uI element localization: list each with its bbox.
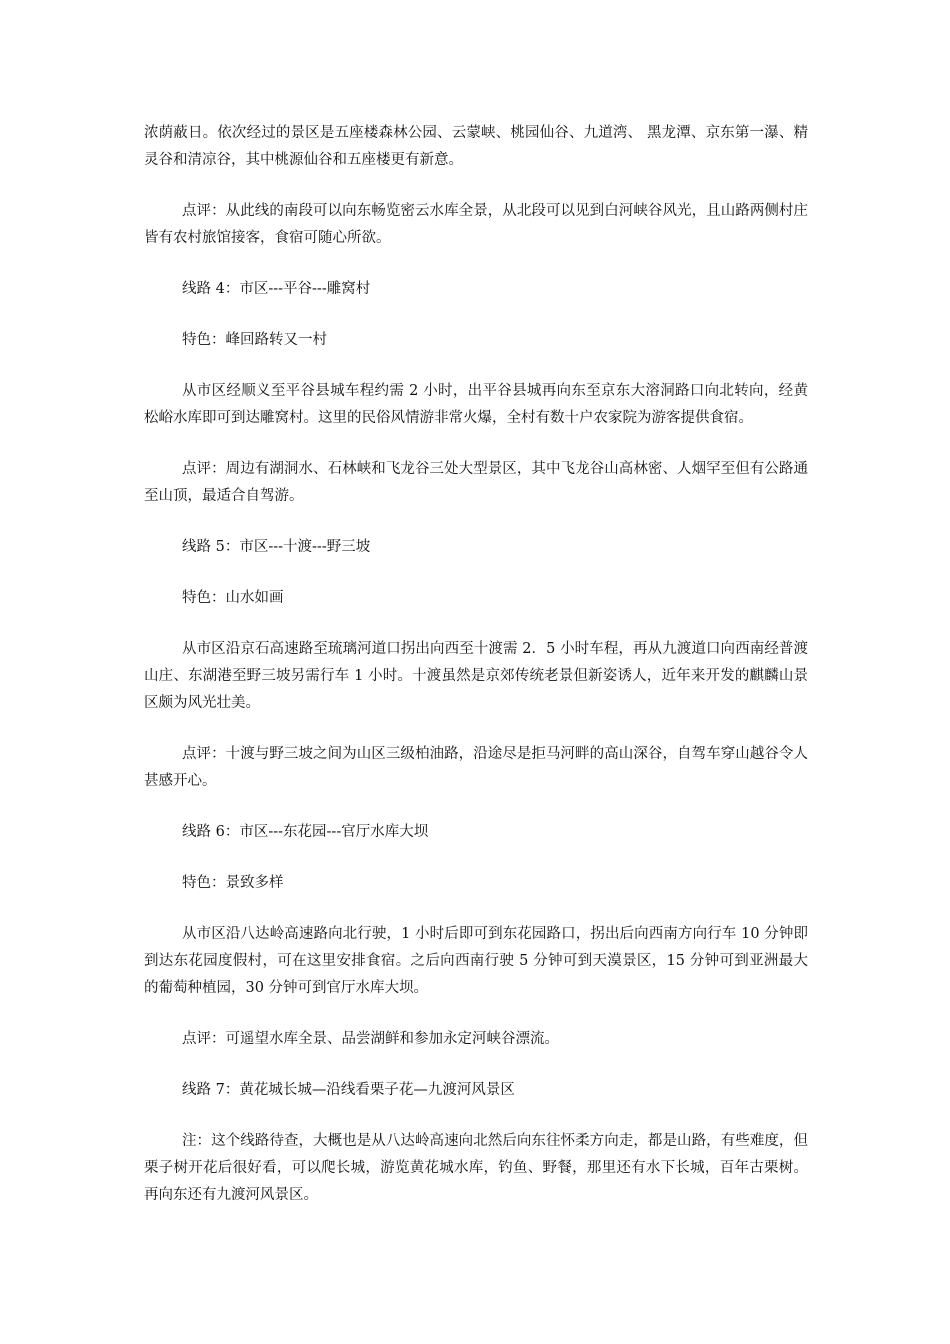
feature-route-5: 特色：山水如画 <box>182 590 284 606</box>
paragraph-review-route-3: 点评：从此线的南段可以向东畅览密云水库全景，从北段可以见到白河峡谷风光，且山路两侧村庄皆有农村旅馆接客，食宿可随心所欲。 <box>144 203 808 246</box>
heading-route-4: 线路 4：市区---平谷---雕窝村 <box>182 281 371 297</box>
note-route-7: 注：这个线路待查，大概也是从八达岭高速向北然后向东往怀柔方向走，都是山路，有些难度，但栗子树开花后很好看，可以爬长城，游览黄花城水库，钓鱼、野餐，那里还有水下长城，百年古栗树。再向东还有九渡河风景区。 <box>144 1133 808 1203</box>
feature-route-4: 特色：峰回路转又一村 <box>182 332 327 348</box>
document-body <box>144 120 808 1233</box>
heading-route-5: 线路 5：市区---十渡---野三坡 <box>182 539 371 555</box>
paragraph-review-route-4: 点评：周边有湖洞水、石林峡和飞龙谷三处大型景区，其中飞龙谷山高林密、人烟罕至但有公路通至山顶，最适合自驾游。 <box>144 461 808 504</box>
paragraph-scenic-spots: 浓荫蔽日。依次经过的景区是五座楼森林公园、云蒙峡、桃园仙谷、九道湾、 黑龙潭、京东第一瀑、精灵谷和清凉谷，其中桃源仙谷和五座楼更有新意。 <box>144 125 808 168</box>
description-route-6: 从市区沿八达岭高速路向北行驶，1 小时后即可到东花园路口，拐出后向西南方向行车 10 分钟即到达东花园度假村，可在这里安排食宿。之后向西南行驶 5 分钟可到天漠景区，15 分钟可到亚洲最大的葡萄种植园，30 分钟可到官厅水库大坝。 <box>144 926 808 996</box>
paragraph-review-route-6: 点评：可遥望水库全景、品尝湖鲜和参加永定河峡谷漂流。 <box>182 1031 559 1047</box>
heading-route-6: 线路 6：市区---东花园---官厅水库大坝 <box>182 824 429 840</box>
description-route-5: 从市区沿京石高速路至琉璃河道口拐出向西至十渡需 2．5 小时车程，再从九渡道口向西南经普渡山庄、东湖港至野三坡另需行车 1 小时。十渡虽然是京郊传统老景但新姿诱人，近年来开发的麒麟山景区颇为风光壮美。 <box>144 641 808 711</box>
description-route-4: 从市区经顺义至平谷县城车程约需 2 小时，出平谷县城再向东至京东大溶洞路口向北转向，经黄松峪水库即可到达雕窝村。这里的民俗风情游非常火爆，全村有数十户农家院为游客提供食宿。 <box>144 383 808 426</box>
paragraph-review-route-5: 点评：十渡与野三坡之间为山区三级柏油路，沿途尽是拒马河畔的高山深谷，自驾车穿山越谷令人甚感开心。 <box>144 746 808 789</box>
heading-route-7: 线路 7：黄花城长城—沿线看栗子花—九渡河风景区 <box>182 1082 515 1098</box>
feature-route-6: 特色：景致多样 <box>182 875 284 891</box>
